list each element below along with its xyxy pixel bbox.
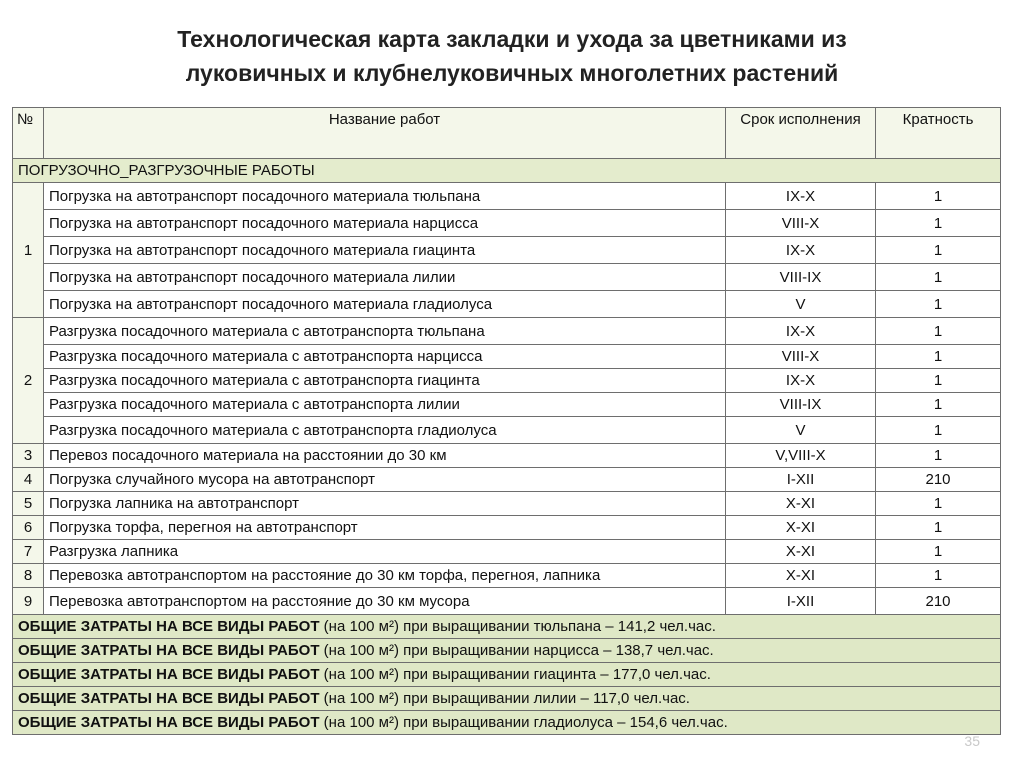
total-label: ОБЩИЕ ЗАТРАТЫ НА ВСЕ ВИДЫ РАБОТ — [18, 666, 320, 683]
work-cell: Перевозка автотранспортом на расстояние до 30 км мусора — [44, 588, 726, 615]
table-row — [13, 417, 1001, 444]
freq-cell: 1 — [876, 417, 1001, 444]
work-cell: Перевозка автотранспортом на расстояние до 30 км торфа, перегноя, лапника — [44, 564, 726, 588]
section-row — [13, 159, 1001, 183]
total-cell — [13, 639, 1001, 663]
freq-cell: 1 — [876, 210, 1001, 237]
term-cell: V — [726, 291, 876, 318]
term-cell: X-XI — [726, 492, 876, 516]
title-line-1: Технологическая карта закладки и ухода за цветниками из — [177, 26, 847, 52]
total-row — [13, 639, 1001, 663]
term-cell: IX-X — [726, 237, 876, 264]
row-number: 2 — [13, 318, 44, 444]
tech-map-table — [12, 107, 1001, 735]
row-number: 9 — [13, 588, 44, 615]
term-cell: V,VIII-X — [726, 444, 876, 468]
total-cell — [13, 711, 1001, 735]
term-cell: X-XI — [726, 540, 876, 564]
freq-cell: 1 — [876, 318, 1001, 345]
section-title: ПОГРУЗОЧНО_РАЗГРУЗОЧНЫЕ РАБОТЫ — [13, 159, 1001, 183]
table-row — [13, 291, 1001, 318]
total-text: (на 100 м²) при выращивании лилии – 117,0 чел.час. — [319, 690, 690, 707]
work-cell: Разгрузка посадочного материала с автотранспорта тюльпана — [44, 318, 726, 345]
row-number: 6 — [13, 516, 44, 540]
row-number: 3 — [13, 444, 44, 468]
total-cell — [13, 615, 1001, 639]
header-row — [13, 108, 1001, 159]
term-cell: VIII-X — [726, 345, 876, 369]
row-number: 7 — [13, 540, 44, 564]
freq-cell: 1 — [876, 264, 1001, 291]
total-row — [13, 687, 1001, 711]
total-label: ОБЩИЕ ЗАТРАТЫ НА ВСЕ ВИДЫ РАБОТ — [18, 690, 320, 707]
freq-cell: 1 — [876, 369, 1001, 393]
table-row — [13, 393, 1001, 417]
freq-cell: 1 — [876, 564, 1001, 588]
row-number: 5 — [13, 492, 44, 516]
term-cell: VIII-IX — [726, 393, 876, 417]
header-freq: Кратность — [876, 108, 1001, 159]
table-row — [13, 444, 1001, 468]
table-row — [13, 237, 1001, 264]
term-cell: I-XII — [726, 588, 876, 615]
work-cell: Погрузка случайного мусора на автотранспорт — [44, 468, 726, 492]
header-term: Срок исполнения — [726, 108, 876, 159]
freq-cell: 1 — [876, 345, 1001, 369]
term-cell: IX-X — [726, 318, 876, 345]
total-cell — [13, 687, 1001, 711]
table-row — [13, 564, 1001, 588]
term-cell: X-XI — [726, 516, 876, 540]
freq-cell: 1 — [876, 444, 1001, 468]
title-line-2: луковичных и клубнелуковичных многолетних растений — [185, 60, 839, 86]
row-number: 4 — [13, 468, 44, 492]
freq-cell: 210 — [876, 588, 1001, 615]
header-work: Название работ — [44, 108, 726, 159]
freq-cell: 1 — [876, 540, 1001, 564]
work-cell: Погрузка торфа, перегноя на автотранспорт — [44, 516, 726, 540]
work-cell: Разгрузка посадочного материала с автотранспорта нарцисса — [44, 345, 726, 369]
work-cell: Погрузка на автотранспорт посадочного материала гиацинта — [44, 237, 726, 264]
total-text: (на 100 м²) при выращивании гладиолуса – 154,6 чел.час. — [319, 714, 728, 731]
table-row — [13, 492, 1001, 516]
freq-cell: 1 — [876, 492, 1001, 516]
total-label: ОБЩИЕ ЗАТРАТЫ НА ВСЕ ВИДЫ РАБОТ — [18, 618, 320, 635]
table-row — [13, 183, 1001, 210]
table-row — [13, 540, 1001, 564]
total-row — [13, 615, 1001, 639]
term-cell: VIII-X — [726, 210, 876, 237]
work-cell: Погрузка на автотранспорт посадочного материала нарцисса — [44, 210, 726, 237]
term-cell: I-XII — [726, 468, 876, 492]
freq-cell: 1 — [876, 516, 1001, 540]
term-cell: IX-X — [726, 183, 876, 210]
freq-cell: 1 — [876, 183, 1001, 210]
page-number: 35 — [964, 733, 980, 749]
term-cell: X-XI — [726, 564, 876, 588]
freq-cell: 1 — [876, 291, 1001, 318]
table-row — [13, 588, 1001, 615]
work-cell: Разгрузка лапника — [44, 540, 726, 564]
header-no: № — [13, 108, 44, 159]
work-cell: Перевоз посадочного материала на расстоянии до 30 км — [44, 444, 726, 468]
total-label: ОБЩИЕ ЗАТРАТЫ НА ВСЕ ВИДЫ РАБОТ — [18, 642, 320, 659]
total-text: (на 100 м²) при выращивании гиацинта – 177,0 чел.час. — [319, 666, 711, 683]
term-cell: V — [726, 417, 876, 444]
freq-cell: 1 — [876, 393, 1001, 417]
work-cell: Погрузка на автотранспорт посадочного материала лилии — [44, 264, 726, 291]
term-cell: IX-X — [726, 369, 876, 393]
table-row — [13, 210, 1001, 237]
term-cell: VIII-IX — [726, 264, 876, 291]
freq-cell: 1 — [876, 237, 1001, 264]
work-cell: Разгрузка посадочного материала с автотранспорта гиацинта — [44, 369, 726, 393]
work-cell: Погрузка на автотранспорт посадочного материала тюльпана — [44, 183, 726, 210]
table-row — [13, 468, 1001, 492]
work-cell: Разгрузка посадочного материала с автотранспорта лилии — [44, 393, 726, 417]
work-cell: Погрузка лапника на автотранспорт — [44, 492, 726, 516]
work-cell: Разгрузка посадочного материала с автотранспорта гладиолуса — [44, 417, 726, 444]
total-text: (на 100 м²) при выращивании тюльпана – 141,2 чел.час. — [319, 618, 716, 635]
total-label: ОБЩИЕ ЗАТРАТЫ НА ВСЕ ВИДЫ РАБОТ — [18, 714, 320, 731]
table-row — [13, 264, 1001, 291]
total-cell — [13, 663, 1001, 687]
table-row — [13, 516, 1001, 540]
total-row — [13, 711, 1001, 735]
total-row — [13, 663, 1001, 687]
page-title — [0, 22, 1024, 90]
row-number: 8 — [13, 564, 44, 588]
table-row — [13, 345, 1001, 369]
work-cell: Погрузка на автотранспорт посадочного материала гладиолуса — [44, 291, 726, 318]
total-text: (на 100 м²) при выращивании нарцисса – 138,7 чел.час. — [319, 642, 714, 659]
row-number: 1 — [13, 183, 44, 318]
table-row — [13, 318, 1001, 345]
table-row — [13, 369, 1001, 393]
freq-cell: 210 — [876, 468, 1001, 492]
